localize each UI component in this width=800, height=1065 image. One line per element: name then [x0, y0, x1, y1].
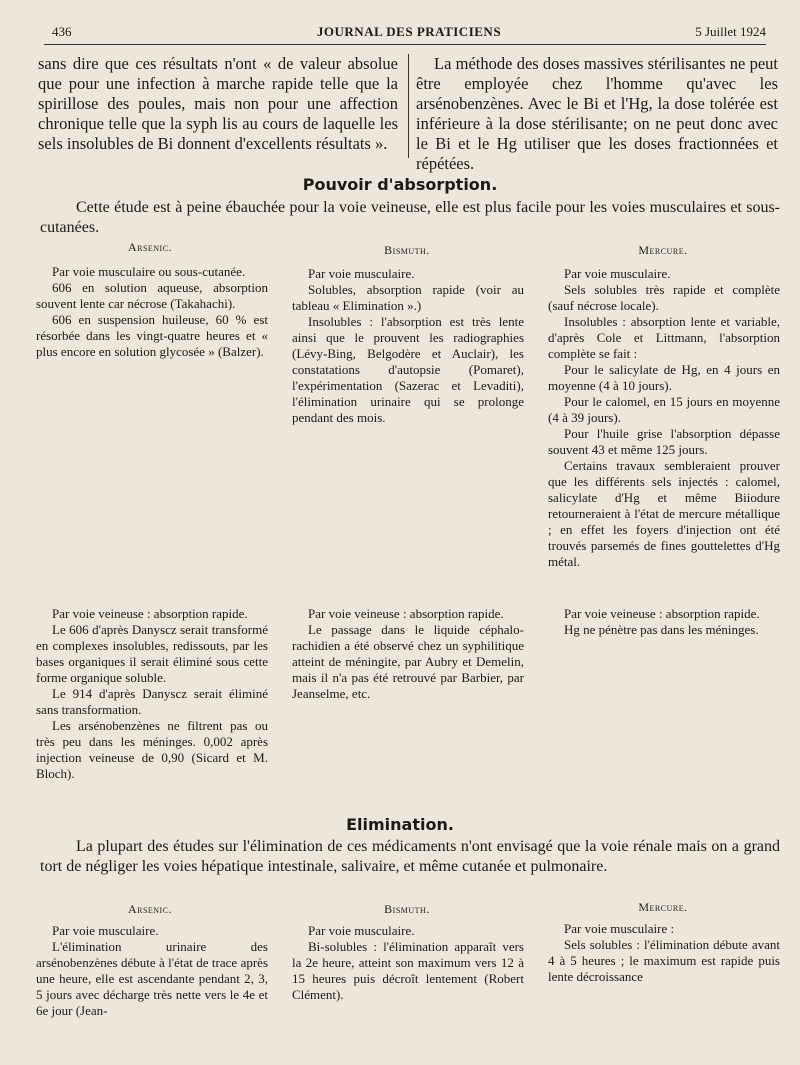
text-line: Les arsénobenzènes ne filtrent pas ou très peu dans les méninges. 0,002 après injection veineuse de 0,90 (Sicard et M. Bloch).: [36, 718, 268, 781]
top-right-text: La méthode des doses massives stérilisantes ne peut être employée chez l'homme qu'avec les arsénobenzènes. Avec le Bi et l'Hg, la dose tolérée est inférieure à la dose stérilisante; on ne peut donc avec le Bi et le Hg utiliser que les doses fractionnées et répétées.: [416, 54, 778, 173]
journal-title: JOURNAL DES PRATICIENS: [316, 24, 502, 39]
text-line: Le 606 d'après Danyscz serait transformé en complexes insolubles, redissouts, par les bases organiques il serait éliminé sous cette forme organique soluble.: [36, 622, 268, 685]
arsenic-muscle-col: [36, 264, 268, 360]
elimination-intro-text: La plupart des études sur l'élimination de ces médicaments n'ont envisagé que la voie rénale mais on a grand tort de négliger les voies hépatique intestinale, salivaire, et même cutanée et pulmonaire.: [40, 838, 780, 875]
absorption-intro-text: Cette étude est à peine ébauchée pour la voie veineuse, elle est plus facile pour les voies musculaires et sous-cutanées.: [40, 199, 780, 236]
issue-date: 5 Juillet 1924: [695, 24, 766, 39]
text-line: Hg ne pénètre pas dans les méninges.: [564, 622, 759, 637]
text-line: Insolubles : absorption lente et variable, d'après Cole et Littmann, l'absorption complète se fait :: [548, 314, 780, 361]
text-line: Par voie musculaire :: [564, 921, 675, 936]
absorption-heading: Pouvoir d'absorption.: [302, 175, 498, 194]
elim-mercure-col: [548, 921, 780, 985]
page-number: 436: [52, 24, 72, 39]
elim-head-arsenic: Arsenic.: [127, 902, 173, 916]
text-line: Par voie musculaire.: [52, 923, 159, 938]
col-head-mercure: Mercure.: [638, 243, 688, 257]
elimination-intro: [40, 837, 780, 877]
text-line: Le 914 d'après Danyscz serait éliminé sans transformation.: [36, 686, 268, 717]
arsenic-vein-col: [36, 606, 268, 782]
top-left-text: sans dire que ces résultats n'ont « de valeur absolue que pour une infection à marche rapide telle que la spirillose des poules, mais non pour une affection chronique telle que la syph lis au cours de laquelle les sels insolubles de Bi donnent d'excellents résultats ».: [38, 54, 398, 153]
text-line: Par voie musculaire ou sous-cutanée.: [52, 264, 246, 279]
top-right-paragraph: [416, 54, 778, 174]
header-rule: [44, 44, 766, 45]
mercure-vein-col: [548, 606, 780, 638]
text-line: Pour l'huile grise l'absorption dépasse souvent 43 et même 125 jours.: [548, 426, 780, 457]
text-line: Sels solubles : l'élimination débute avant 4 à 5 heures ; le maximum est rapide puis lente décroissance: [548, 937, 780, 984]
text-line: Insolubles : l'absorption est très lente ainsi que le prouvent les radiographies (Lévy-Bing, Belgodère et Auclair), les constatations d'autopsie (Pomaret), l'expérimentation (Sazerac et Levaditi), l'élimination urinaire qui se prolonge pendant des mois.: [292, 314, 524, 425]
elim-bismuth-col: [292, 923, 524, 1003]
text-line: Par voie veineuse : absorption rapide.: [308, 606, 504, 621]
text-line: Le passage dans le liquide céphalo-rachidien a été observé chez un syphilitique atteint de méningite, par Aubry et Demelin, mais il n'a pas été retrouvé par Barbier, par Jeanselme, etc.: [292, 622, 524, 701]
text-line: Par voie musculaire.: [308, 923, 415, 938]
text-line: Bi-solubles : l'élimination apparaît vers la 2e heure, atteint son maximum vers 12 à 15 heures puis décroît lentement (Robert Clément).: [292, 939, 524, 1002]
text-line: Sels solubles très rapide et complète (sauf nécrose locale).: [548, 282, 780, 313]
mercure-muscle-col: [548, 266, 780, 570]
text-line: Certains travaux sembleraient prouver que les différents sels injectés : calomel, salicylate d'Hg et même Biiodure retourneraient à l'état de mercure métallique ; en effet les foyers d'injection ont été trouvés parsemés de fines gouttelettes d'Hg métal.: [548, 458, 780, 569]
text-line: Solubles, absorption rapide (voir au tableau « Elimination ».): [292, 282, 524, 313]
text-line: Par voie veineuse : absorption rapide.: [52, 606, 248, 621]
elim-arsenic-col: [36, 923, 268, 1019]
text-line: Par voie musculaire.: [564, 266, 671, 281]
col-head-arsenic: Arsenic.: [127, 240, 173, 254]
bismuth-vein-col: [292, 606, 524, 702]
elim-head-mercure: Mercure.: [638, 900, 688, 914]
text-line: Par voie veineuse : absorption rapide.: [564, 606, 760, 621]
text-line: L'élimination urinaire des arsénobenzènes débute à l'état de trace après une heure, elle est ascendante pendant 2, 3, 5 jours avec décharge très nette vers le 4e et 6e jour (Jean-: [36, 939, 268, 1018]
text-line: 606 en suspension huileuse, 60 % est résorbée dans les vingt-quatre heures et « plus encore en solution glycosée » (Balzer).: [36, 312, 268, 359]
top-left-paragraph: [38, 54, 398, 154]
absorption-intro: [40, 198, 780, 238]
page-header: [52, 22, 766, 44]
column-divider: [408, 54, 409, 158]
col-head-bismuth: Bismuth.: [384, 243, 430, 257]
text-line: Pour le calomel, en 15 jours en moyenne (4 à 39 jours).: [548, 394, 780, 425]
text-line: Par voie musculaire.: [308, 266, 415, 281]
elim-head-bismuth: Bismuth.: [384, 902, 430, 916]
text-line: Pour le salicylate de Hg, en 4 jours en moyenne (4 à 10 jours).: [548, 362, 780, 393]
text-line: 606 en solution aqueuse, absorption souvent lente car nécrose (Takahachi).: [36, 280, 268, 311]
elimination-heading: Elimination.: [346, 815, 454, 834]
bismuth-muscle-col: [292, 266, 524, 426]
